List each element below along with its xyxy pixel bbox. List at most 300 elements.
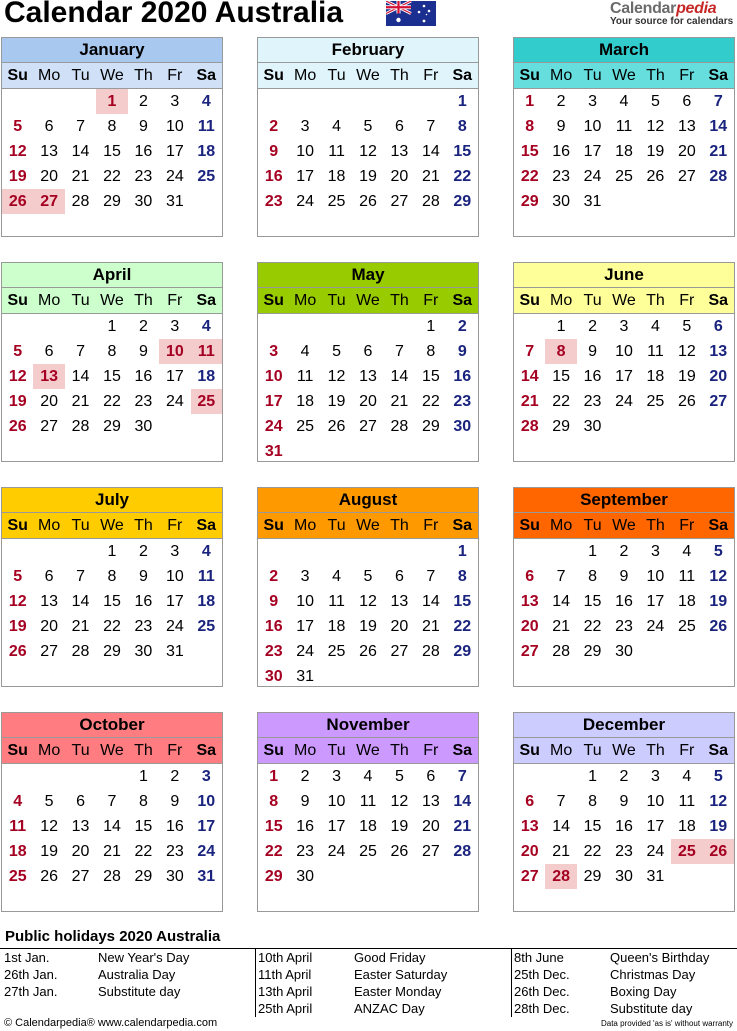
day-cell: 21 <box>552 618 571 635</box>
weekday-label: Sa <box>708 292 729 309</box>
weekday-header <box>514 513 734 539</box>
day-cell: 24 <box>615 393 633 410</box>
day-cell: 15 <box>264 818 283 835</box>
holiday-date: 27th Jan. <box>4 984 58 999</box>
holiday-date: 25th April <box>258 1001 313 1016</box>
weekday-label: Fr <box>423 517 439 534</box>
day-cell: 11 <box>191 339 222 364</box>
day-cell: 28 <box>421 643 440 660</box>
day-cell: 17 <box>615 368 633 385</box>
holiday-name: Christmas Day <box>610 967 696 982</box>
day-cell: 20 <box>520 843 539 860</box>
day-cell: 23 <box>615 843 633 860</box>
day-cell: 29 <box>134 868 153 885</box>
weekday-label: Su <box>263 292 284 309</box>
day-cell: 13 <box>520 818 539 835</box>
day-cell: 25 <box>296 418 315 435</box>
weekday-label: Su <box>7 517 28 534</box>
day-cell: 6 <box>394 568 404 585</box>
empty-day <box>321 539 352 564</box>
day-cell: 6 <box>44 343 54 360</box>
holiday-row <box>258 966 447 983</box>
weekday-header <box>258 288 478 314</box>
day-cell: 20 <box>71 843 90 860</box>
day-cell: 8 <box>107 343 117 360</box>
day-cell: 27 <box>520 868 539 885</box>
day-cell: 9 <box>138 343 148 360</box>
day-cell: 1 <box>457 543 467 560</box>
day-cell: 30 <box>264 668 283 685</box>
weekday-label: Sa <box>196 292 217 309</box>
weekday-label: Su <box>7 742 28 759</box>
day-cell: 10 <box>165 568 184 585</box>
day-cell: 19 <box>40 843 59 860</box>
day-cell: 3 <box>170 93 180 110</box>
day-cell: 2 <box>170 768 180 785</box>
holiday-row <box>514 1000 709 1017</box>
weekday-label: Tu <box>327 292 346 309</box>
month-september <box>513 487 735 687</box>
weekday-label: Th <box>390 292 409 309</box>
day-cell: 14 <box>390 368 409 385</box>
day-cell: 26 <box>677 393 696 410</box>
day-cell: 19 <box>8 618 27 635</box>
weekday-label: Sa <box>708 67 729 84</box>
holidays-column <box>258 949 447 1017</box>
day-cell: 27 <box>390 643 409 660</box>
day-cell: 29 <box>583 643 602 660</box>
weekday-label: We <box>100 292 124 309</box>
holiday-name: Easter Monday <box>354 984 442 999</box>
day-cell: 21 <box>421 168 440 185</box>
day-cell: 12 <box>390 793 409 810</box>
day-cell: 1 <box>588 768 598 785</box>
weekday-label: Mo <box>38 742 61 759</box>
day-cell: 12 <box>40 818 59 835</box>
day-cell: 3 <box>170 318 180 335</box>
holiday-name: Easter Saturday <box>354 967 448 982</box>
day-cell: 28 <box>545 864 576 889</box>
day-cell: 2 <box>138 318 148 335</box>
day-cell: 1 <box>457 93 467 110</box>
weekday-label: Th <box>134 517 153 534</box>
day-cell: 18 <box>197 143 216 160</box>
day-cell: 27 <box>40 418 59 435</box>
day-cell: 8 <box>525 118 535 135</box>
day-cell: 17 <box>646 818 665 835</box>
weekday-label: We <box>356 742 380 759</box>
footer-copyright[interactable]: © Calendarpedia® www.calendarpedia.com <box>4 1017 218 1029</box>
day-cell: 7 <box>713 93 723 110</box>
day-cell: 21 <box>103 843 121 860</box>
day-cell: 23 <box>615 618 633 635</box>
day-cell: 20 <box>677 143 696 160</box>
month-name: February <box>258 38 478 63</box>
day-cell: 2 <box>556 93 566 110</box>
day-cell: 26 <box>40 868 59 885</box>
weekday-label: Sa <box>452 292 473 309</box>
day-cell: 12 <box>709 793 728 810</box>
day-cell: 19 <box>327 393 346 410</box>
day-cell: 12 <box>646 118 665 135</box>
weekday-label: Mo <box>550 67 573 84</box>
brand-name-main: Calendar <box>610 0 677 17</box>
day-cell: 2 <box>269 568 279 585</box>
month-october <box>1 712 223 912</box>
day-cell: 22 <box>103 168 121 185</box>
empty-day <box>352 539 383 564</box>
day-cell: 22 <box>134 843 153 860</box>
day-cell: 13 <box>677 118 696 135</box>
day-cell: 21 <box>71 168 90 185</box>
weekday-label: Tu <box>327 517 346 534</box>
weekday-label: We <box>100 67 124 84</box>
weekday-label: We <box>356 517 380 534</box>
weekday-label: Su <box>263 517 284 534</box>
weekday-label: Fr <box>423 292 439 309</box>
holiday-date: 8th June <box>514 950 564 965</box>
day-cell: 7 <box>426 568 436 585</box>
weekday-label: Su <box>7 67 28 84</box>
day-cell: 24 <box>296 643 315 660</box>
day-cell: 24 <box>583 168 602 185</box>
day-cell: 18 <box>615 143 633 160</box>
day-cell: 31 <box>165 643 184 660</box>
day-cell: 7 <box>525 343 535 360</box>
day-cell: 10 <box>197 793 216 810</box>
day-cell: 28 <box>71 418 90 435</box>
holiday-row <box>4 966 189 983</box>
empty-day <box>352 89 383 114</box>
day-cell: 29 <box>421 418 440 435</box>
day-cell: 26 <box>327 418 346 435</box>
weekday-label: Tu <box>71 67 90 84</box>
day-cell: 19 <box>390 818 409 835</box>
day-cell: 17 <box>165 143 184 160</box>
empty-day <box>96 764 127 789</box>
day-cell: 5 <box>650 93 660 110</box>
day-cell: 15 <box>583 593 602 610</box>
day-cell: 18 <box>677 593 696 610</box>
weekday-label: Th <box>390 742 409 759</box>
weekday-header <box>2 738 222 764</box>
day-cell: 2 <box>138 543 148 560</box>
empty-day <box>514 314 545 339</box>
month-april <box>1 262 223 462</box>
holiday-name: Boxing Day <box>610 984 677 999</box>
day-cell: 7 <box>556 568 566 585</box>
empty-day <box>321 89 352 114</box>
day-cell: 29 <box>453 193 472 210</box>
day-cell: 24 <box>165 618 184 635</box>
empty-day <box>415 89 446 114</box>
day-cell: 21 <box>71 618 90 635</box>
day-cell: 9 <box>170 793 180 810</box>
day-cell: 29 <box>103 643 121 660</box>
day-cell: 18 <box>327 168 346 185</box>
day-cell: 6 <box>525 568 535 585</box>
month-december <box>513 712 735 912</box>
day-cell: 18 <box>646 368 665 385</box>
day-cell: 28 <box>453 843 472 860</box>
day-cell: 26 <box>8 643 27 660</box>
day-cell: 25 <box>191 389 222 414</box>
day-cell: 31 <box>583 193 602 210</box>
day-cell: 30 <box>453 418 472 435</box>
day-cell: 26 <box>2 189 33 214</box>
month-name: January <box>2 38 222 63</box>
empty-day <box>289 314 320 339</box>
day-cell: 17 <box>264 393 283 410</box>
day-cell: 22 <box>583 618 602 635</box>
day-cell: 24 <box>646 618 665 635</box>
day-cell: 21 <box>520 393 539 410</box>
day-cell: 15 <box>103 368 121 385</box>
day-cell: 30 <box>165 868 184 885</box>
day-cell: 11 <box>9 818 27 835</box>
day-cell: 11 <box>678 568 696 585</box>
empty-day <box>415 539 446 564</box>
month-june <box>513 262 735 462</box>
day-cell: 16 <box>165 818 184 835</box>
weekday-label: We <box>612 742 636 759</box>
month-name: April <box>2 263 222 288</box>
day-cell: 9 <box>138 568 148 585</box>
day-cell: 2 <box>619 543 629 560</box>
day-cell: 12 <box>8 143 27 160</box>
day-cell: 13 <box>709 343 728 360</box>
day-cell: 25 <box>646 393 665 410</box>
holidays-column-divider <box>255 949 256 1017</box>
day-cell: 13 <box>390 593 409 610</box>
day-cell: 10 <box>165 118 184 135</box>
day-cell: 22 <box>453 168 472 185</box>
brand-tagline: Your source for calendars <box>610 16 734 27</box>
day-cell: 2 <box>619 768 629 785</box>
weekday-label: Mo <box>38 517 61 534</box>
day-cell: 22 <box>421 393 440 410</box>
australia-flag-icon <box>386 1 436 26</box>
day-cell: 20 <box>390 168 409 185</box>
day-cell: 25 <box>327 193 346 210</box>
day-cell: 30 <box>583 418 602 435</box>
day-cell: 4 <box>13 793 23 810</box>
day-cell: 6 <box>44 568 54 585</box>
weekday-label: Su <box>519 517 540 534</box>
day-cell: 13 <box>390 143 409 160</box>
day-cell: 29 <box>453 643 472 660</box>
day-cell: 4 <box>363 768 373 785</box>
day-cell: 7 <box>76 568 86 585</box>
holidays-column <box>514 949 709 1017</box>
weekday-label: We <box>356 67 380 84</box>
day-cell: 12 <box>709 568 728 585</box>
day-cell: 20 <box>40 618 59 635</box>
day-cell: 10 <box>583 118 602 135</box>
brand-logo <box>610 0 733 27</box>
day-cell: 20 <box>359 393 377 410</box>
month-november <box>257 712 479 912</box>
holiday-date: 10th April <box>258 950 313 965</box>
day-cell: 15 <box>103 143 121 160</box>
empty-day <box>258 539 289 564</box>
day-cell: 14 <box>71 143 90 160</box>
day-cell: 24 <box>197 843 216 860</box>
day-cell: 22 <box>583 843 602 860</box>
day-cell: 10 <box>615 343 633 360</box>
weekday-label: Mo <box>294 67 317 84</box>
day-cell: 15 <box>453 143 472 160</box>
weekday-header <box>258 63 478 89</box>
month-july <box>1 487 223 687</box>
empty-day <box>33 89 64 114</box>
weekday-label: Tu <box>71 292 90 309</box>
holiday-date: 26th Dec. <box>514 984 570 999</box>
weekday-label: Mo <box>294 292 317 309</box>
day-cell: 8 <box>588 793 598 810</box>
holiday-row <box>514 983 709 1000</box>
day-cell: 25 <box>677 618 696 635</box>
day-cell: 25 <box>671 839 702 864</box>
day-cell: 9 <box>269 593 279 610</box>
holidays-column <box>4 949 189 1000</box>
empty-day <box>545 539 576 564</box>
day-cell: 27 <box>677 168 696 185</box>
day-cell: 5 <box>332 343 342 360</box>
day-cell: 26 <box>709 618 728 635</box>
weekday-label: Sa <box>196 517 217 534</box>
day-cell: 5 <box>44 793 54 810</box>
brand-name-accent: pedia <box>676 0 717 17</box>
day-cell: 19 <box>709 818 728 835</box>
day-cell: 31 <box>197 868 216 885</box>
day-grid <box>258 539 478 689</box>
holiday-name: Australia Day <box>98 967 176 982</box>
empty-day <box>289 539 320 564</box>
weekday-label: Mo <box>38 292 61 309</box>
day-cell: 29 <box>552 418 571 435</box>
weekday-label: We <box>612 67 636 84</box>
weekday-label: Tu <box>327 67 346 84</box>
month-name: May <box>258 263 478 288</box>
day-cell: 22 <box>552 393 571 410</box>
day-cell: 4 <box>619 93 629 110</box>
holiday-name: Queen's Birthday <box>610 950 710 965</box>
day-cell: 3 <box>619 318 629 335</box>
empty-day <box>289 89 320 114</box>
empty-day <box>545 764 576 789</box>
empty-day <box>2 89 33 114</box>
day-cell: 25 <box>197 168 216 185</box>
day-cell: 5 <box>713 768 723 785</box>
day-cell: 4 <box>332 118 342 135</box>
day-cell: 28 <box>71 643 90 660</box>
day-cell: 5 <box>363 118 373 135</box>
day-cell: 14 <box>552 593 571 610</box>
day-cell: 7 <box>426 118 436 135</box>
month-may <box>257 262 479 462</box>
day-cell: 14 <box>552 818 571 835</box>
holiday-name: Substitute day <box>610 1001 693 1016</box>
day-cell: 2 <box>457 318 467 335</box>
day-cell: 4 <box>201 93 211 110</box>
day-cell: 20 <box>421 818 440 835</box>
day-cell: 31 <box>646 868 665 885</box>
day-cell: 4 <box>201 543 211 560</box>
day-cell: 29 <box>103 418 121 435</box>
day-cell: 9 <box>556 118 566 135</box>
weekday-label: Sa <box>452 517 473 534</box>
day-cell: 15 <box>103 593 121 610</box>
weekday-label: Th <box>390 67 409 84</box>
day-cell: 30 <box>134 643 153 660</box>
day-cell: 1 <box>138 768 148 785</box>
day-cell: 25 <box>197 618 216 635</box>
holiday-date: 13th April <box>258 984 313 999</box>
weekday-header <box>2 513 222 539</box>
weekday-label: Mo <box>550 517 573 534</box>
weekday-label: Th <box>646 292 665 309</box>
footer-disclaimer: Data provided 'as is' without warranty <box>600 1019 733 1028</box>
empty-day <box>514 764 545 789</box>
day-grid <box>2 314 222 439</box>
day-cell: 31 <box>264 443 283 460</box>
weekday-label: Sa <box>196 67 217 84</box>
day-cell: 27 <box>71 868 90 885</box>
weekday-label: Su <box>519 67 540 84</box>
day-cell: 14 <box>71 368 90 385</box>
day-cell: 3 <box>332 768 342 785</box>
weekday-header <box>514 288 734 314</box>
holiday-row <box>258 949 447 966</box>
day-cell: 31 <box>296 668 315 685</box>
day-cell: 5 <box>682 318 692 335</box>
day-cell: 5 <box>13 118 23 135</box>
day-cell: 22 <box>453 618 472 635</box>
weekday-label: Tu <box>327 742 346 759</box>
weekday-label: Tu <box>71 517 90 534</box>
weekday-label: We <box>612 517 636 534</box>
day-cell: 28 <box>709 168 728 185</box>
day-cell: 11 <box>615 118 633 135</box>
day-cell: 22 <box>103 618 121 635</box>
day-cell: 13 <box>421 793 440 810</box>
day-cell: 29 <box>264 868 283 885</box>
holiday-date: 28th Dec. <box>514 1001 570 1016</box>
month-february <box>257 37 479 237</box>
day-cell: 15 <box>421 368 440 385</box>
empty-day <box>65 314 96 339</box>
weekday-label: Tu <box>71 742 90 759</box>
weekday-label: Su <box>519 742 540 759</box>
day-cell: 12 <box>327 368 346 385</box>
day-cell: 23 <box>453 393 472 410</box>
day-cell: 10 <box>646 793 665 810</box>
weekday-label: Fr <box>423 67 439 84</box>
day-cell: 16 <box>552 143 571 160</box>
day-cell: 27 <box>359 418 377 435</box>
day-cell: 24 <box>646 843 665 860</box>
weekday-label: Th <box>134 742 153 759</box>
empty-day <box>384 539 415 564</box>
empty-day <box>65 764 96 789</box>
weekday-label: Fr <box>167 517 183 534</box>
empty-day <box>2 539 33 564</box>
day-cell: 1 <box>107 543 117 560</box>
day-cell: 28 <box>390 418 409 435</box>
day-cell: 19 <box>8 393 27 410</box>
day-grid <box>258 314 478 464</box>
